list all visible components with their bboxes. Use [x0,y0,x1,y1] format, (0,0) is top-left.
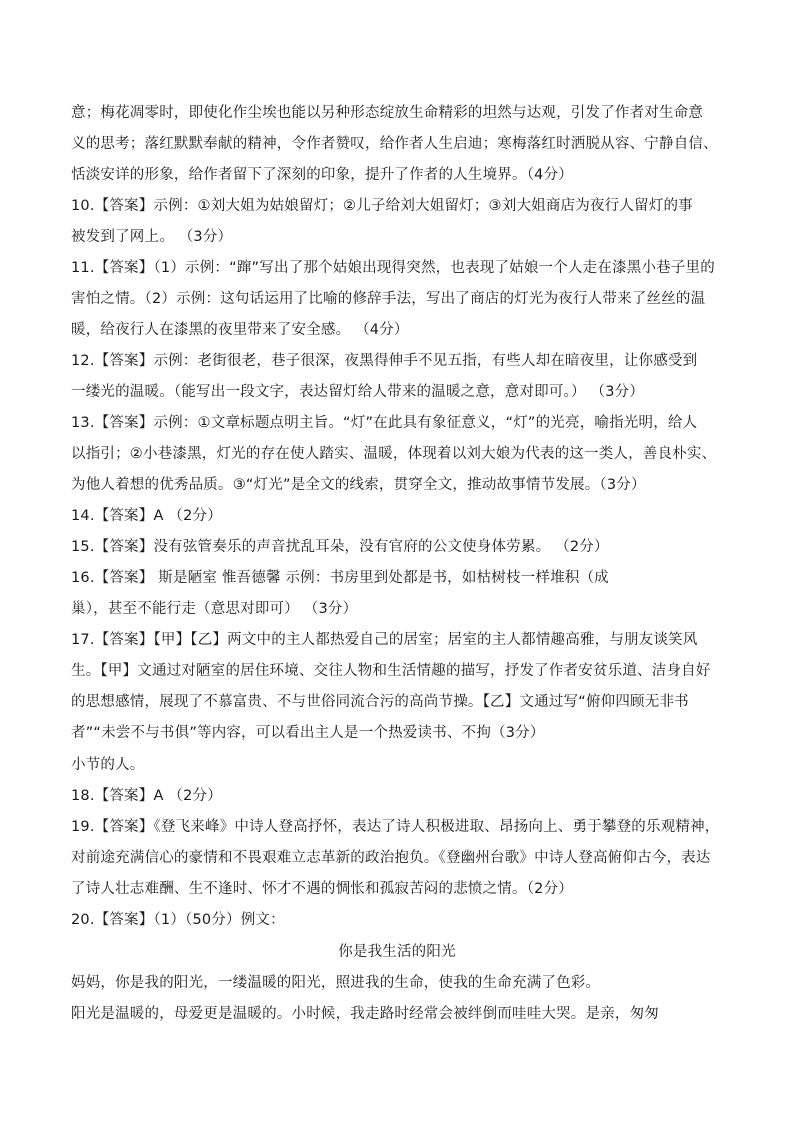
answer-13: 13.【答案】示例：①文章标题点明主旨。“灯”在此具有象征意义，“灯”的光亮，喻指光明，给人 [71,415,698,431]
answer-18: 18.【答案】A （2分） [71,788,222,804]
text-line: 者”“未尝不与书俱”等内容，可以看出主人是一个热爱读书、不拘（3分） [71,725,545,741]
text-line: 巢），甚至不能行走（意思对即可） （3分） [71,601,358,617]
text-line: 义的思考；落红默默奉献的精神，令作者赞叹，给作者人生启迪；寒梅落红时洒脱从容、宁静自信、 [71,136,718,152]
text-line: 害怕之情。（2）示例：这句话运用了比喻的修辞手法，写出了商店的灯光为夜行人带来了丝丝的温 [71,291,706,307]
essay-paragraph: 妈妈，你是我的阳光，一缕温暖的阳光，照进我的生命，使我的生命充满了色彩。 [71,975,601,991]
text-line: 了诗人壮志难酬、生不逢时、怀才不遇的惆怅和孤寂苦闷的悲愤之情。（2分） [71,881,573,897]
text-line: 暖，给夜行人在漆黑的夜里带来了安全感。 （4分） [71,322,409,338]
text-line: 的思想感情，展现了不慕富贵、不与世俗同流合污的高尚节操。【乙】文通过写“俯仰四顾无非书 [71,694,689,710]
answer-12: 12.【答案】示例：老街很老，巷子很深，夜黑得伸手不见五指，有些人却在暗夜里，让你感受到 [71,353,698,369]
text-line: 一缕光的温暖。（能写出一段文字，表达留灯给人带来的温暖之意，意对即可。） （3分） [71,384,645,400]
text-line: 小节的人。 [71,757,145,773]
text-line: 恬淡安详的形象，给作者留下了深刻的印象，提升了作者的人生境界。（4分） [71,167,573,183]
answer-16: 16.【答案】 斯是陋室 惟吾德馨 示例：书房里到处都是书，如枯树枝一样堆积（成 [71,570,609,586]
text-line: 被发到了网上。 （3分） [71,229,233,245]
answer-11: 11.【答案】（1）示例：“蹿”写出了那个姑娘出现得突然，也表现了姑娘一个人走在漆黑小巷子里的 [71,260,715,276]
essay-paragraph: 阳光是温暖的，母爱更是温暖的。小时候，我走路时经常会被绊倒而哇哇大哭。是亲，匆匆 [71,1006,659,1022]
answer-14: 14.【答案】A （2分） [71,508,222,524]
text-line: 意；梅花凋零时，即使化作尘埃也能以另种形态绽放生命精彩的坦然与达观，引发了作者对生命意 [71,105,704,121]
answer-17: 17.【答案】【甲】【乙】两文中的主人都热爱自己的居室；居室的主人都情趣高雅，与朋友谈笑风 [71,632,698,648]
text-line: 对前途充满信心的豪情和不畏艰难立志革新的政治抱负。《登幽州台歌》中诗人登高俯仰古今，表达 [71,850,711,866]
answer-19: 19.【答案】《登飞来峰》中诗人登高抒怀，表达了诗人积极进取、昂扬向上、勇于攀登的乐观精神， [71,819,720,835]
essay-title: 你是我生活的阳光 [338,944,456,960]
answer-10: 10.【答案】示例：①刘大姐为姑娘留灯；②儿子给刘大姐留灯；③刘大姐商店为夜行人留灯的事 [71,198,693,214]
text-line: 生。【甲】文通过对陋室的居住环境、交往人物和生活情趣的描写，抒发了作者安贫乐道、洁身自好 [71,663,711,679]
text-line: 以指引；②小巷漆黑，灯光的存在使人踏实、温暖，体现着以刘大娘为代表的这一类人，善良朴实、 [71,446,717,462]
text-line: 为他人着想的优秀品质。③“灯光”是全文的线索，贯穿全文，推动故事情节发展。（3分） [71,477,646,493]
answer-20: 20.【答案】（1）（50分）例文： [71,912,285,928]
answer-15: 15.【答案】没有弦管奏乐的声音扰乱耳朵，没有官府的公文使身体劳累。 （2分） [71,539,609,555]
